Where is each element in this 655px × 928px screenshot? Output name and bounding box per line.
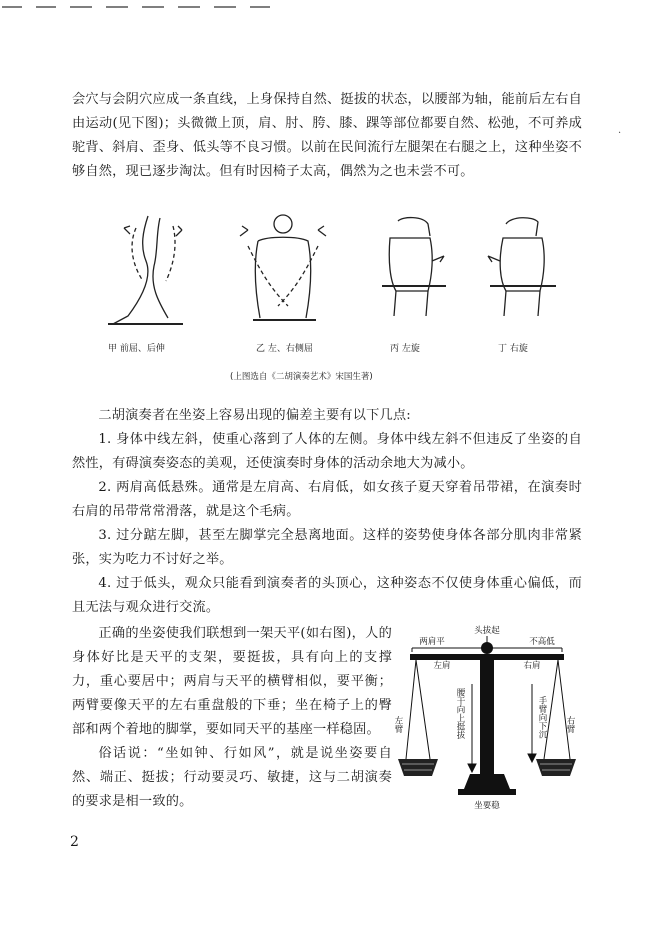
balance-scale-diagram xyxy=(392,624,582,814)
figure-forward-backward-bend xyxy=(88,206,198,331)
label-arms-down: 手臂向下沉 xyxy=(537,696,547,739)
list-item-2: 2. 两肩高低悬殊。通常是左肩高、右肩低，如女孩子夏天穿着吊带裙，在演奏时右肩的吊带常常滑落，就是这个毛病。 xyxy=(72,480,582,519)
figure-source: (上图选自《二胡演奏艺术》宋国生著) xyxy=(230,372,373,382)
intro-text: 会穴与会阴穴应成一条直线，上身保持自然、挺拔的状态，以腰部为轴，能前后左右自由运动(见下图)；头微微上顶，肩、肘、胯、膝、踝等部位都要自然、松弛，不可养成驼背、斜肩、歪身、低头等不良习惯。以前在民间流行左腿架在右腿之上，这种坐姿不够自然，现已逐步淘汰。但有时因椅子太高，偶然为之也未尝不可。 xyxy=(72,92,582,179)
right-pan xyxy=(536,759,576,776)
figure-caption-2: 乙 左、右侧屈 xyxy=(256,344,313,354)
page-number: 2 xyxy=(70,834,79,850)
balance-beam xyxy=(410,654,564,660)
figure-caption-1: 甲 前屈、后伸 xyxy=(108,344,165,354)
list-intro: 二胡演奏者在坐姿上容易出现的偏差主要有以下几点: xyxy=(98,408,411,423)
label-left-shoulder: 左肩 xyxy=(433,661,451,671)
figure-right-rotation xyxy=(478,206,568,331)
balance-stand xyxy=(480,660,494,774)
label-sit-stable: 坐要稳 xyxy=(474,801,500,811)
list-item-3: 3. 过分踮左脚，甚至左脚掌完全悬离地面。这样的姿势使身体各部分肌肉非常紧张，实为吃力不讨好之举。 xyxy=(72,528,582,567)
label-spine-up: 腰干向上挺拔 xyxy=(455,688,465,739)
left-pan xyxy=(398,759,438,776)
label-left-arm: 左臂 xyxy=(393,716,403,733)
scan-speck: · xyxy=(618,128,622,139)
posture-faults xyxy=(72,404,582,620)
intro-paragraph xyxy=(72,88,582,184)
label-head-up: 头拔起 xyxy=(474,626,500,636)
scan-top-dashes xyxy=(0,0,655,14)
posture-figures xyxy=(88,206,568,376)
list-item-1: 1. 身体中线左斜，使重心落到了人体的左侧。身体中线左斜不但违反了坐姿的自然性，有碍演奏姿态的美观，还使演奏时身体的活动余地大为减小。 xyxy=(72,432,582,471)
balance-section xyxy=(72,622,392,814)
figure-side-bend xyxy=(228,206,338,331)
figure-left-rotation xyxy=(368,206,458,331)
label-right-shoulder: 右肩 xyxy=(523,661,541,671)
label-right-arm: 右臂 xyxy=(565,716,575,733)
figure-caption-3: 丙 左旋 xyxy=(390,344,420,354)
figure-caption-4: 丁 右旋 xyxy=(498,344,528,354)
label-not-uneven: 不高低 xyxy=(529,637,555,647)
list-item-4: 4. 过于低头，观众只能看到演奏者的头顶心，这种姿态不仅使身体重心偏低，而且无法与观众进行交流。 xyxy=(72,576,582,615)
balance-paragraph: 正确的坐姿使我们联想到一架天平(如右图)，人的身体好比是天平的支架，要挺拔，具有向上的支撑力，重心要居中；两肩与天平的横臂相似，要平衡；两臂要像天平的左右重盘般的下垂；坐在椅子上的臀部和两个着地的脚掌，要如同天平的基座一样稳固。 xyxy=(72,626,392,737)
proverb-paragraph: 俗话说：“坐如钟、行如风”，就是说坐姿要自然、端正、挺拔；行动要灵巧、敏捷，这与二胡演奏的要求是相一致的。 xyxy=(72,746,392,809)
label-shoulders-level: 两肩平 xyxy=(419,637,445,647)
